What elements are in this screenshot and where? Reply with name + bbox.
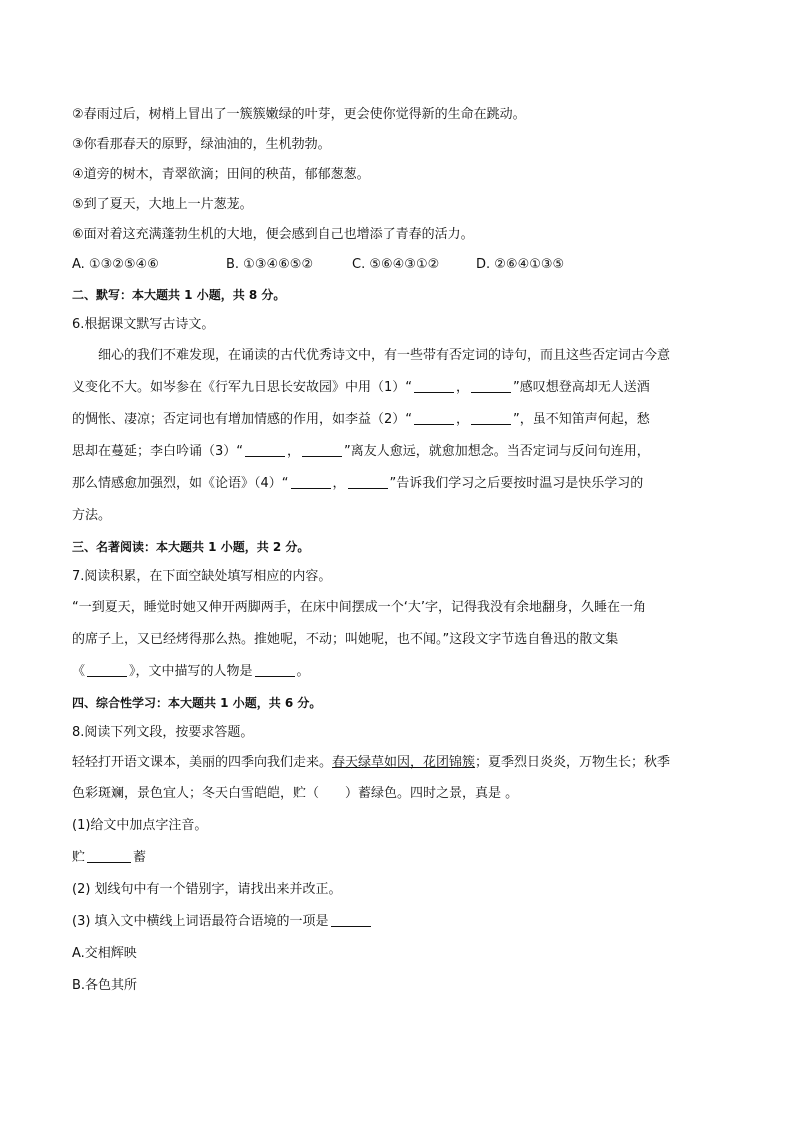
q8-title: 8.阅读下列文段，按要求答题。 (72, 725, 254, 740)
q6-blank-2b[interactable] (471, 410, 511, 425)
q6-paragraph-line-2 (72, 372, 720, 404)
q8-text: (3) 填入文中横线上词语最符合语境的一项是 (72, 914, 329, 929)
q8-sub-3 (72, 906, 720, 938)
sentence-3: ③你看那春天的原野，绿油油的，生机勃勃。 (72, 137, 331, 152)
q6-text: 思却在蔓延；李白吟诵（3）“ (72, 444, 244, 459)
q6-text: ”离友人愈远，就愈加想念。当否定词与反问句连用， (344, 444, 650, 459)
q6-blank-4b[interactable] (348, 474, 388, 489)
q6-paragraph-line-4 (72, 436, 720, 468)
q8-sub-2: (2) 划线句中有一个错别字，请找出来并改正。 (72, 882, 342, 897)
q6-blank-3a[interactable] (245, 442, 285, 457)
sentence-6: ⑥面对着这充满蓬勃生机的大地，便会感到自己也增添了青春的活力。 (72, 227, 474, 242)
q8-passage-line-1 (72, 748, 720, 778)
q8-text: 贮 (72, 850, 86, 865)
q8-sub-1: (1)给文中加点字注音。 (72, 818, 208, 833)
q5-options (72, 250, 720, 280)
q7-blank-collection[interactable] (87, 662, 127, 677)
section-4-heading: 四、综合性学习：本大题共 1 小题，共 6 分。 (72, 696, 322, 710)
q7-answer-line (72, 656, 720, 688)
q5-option-d: D. ②⑥④①③⑤ (476, 257, 565, 272)
q6-text: 的惆怅、凄凉；否定词也有增加情感的作用，如李益（2）“ (72, 412, 413, 427)
q7-text: 《 (72, 664, 86, 679)
q6-blank-1a[interactable] (414, 378, 454, 393)
q6-text: 那么情感愈加强烈，如《论语》（4）“ (72, 476, 289, 491)
q8-option-a: A.交相辉映 (72, 946, 137, 961)
q7-text: 。 (296, 664, 310, 679)
q5-option-b: B. ①③④⑥⑤② (226, 257, 314, 272)
q6-blank-1b[interactable] (471, 378, 511, 393)
section-3-heading: 三、名著阅读：本大题共 1 小题，共 2 分。 (72, 540, 310, 554)
q8-blank-pinyin[interactable] (87, 848, 131, 863)
sentence-4: ④道旁的树木，青翠欲滴；田间的秧苗，郁郁葱葱。 (72, 167, 370, 182)
q7-quote-line-1: “一到夏天，睡觉时她又伸开两脚两手，在床中间摆成一个‘大’字，记得我没有余地翻身，久睡在一角 (72, 600, 647, 615)
q6-blank-4a[interactable] (291, 474, 331, 489)
q6-text: ， (456, 412, 470, 427)
q6-blank-3b[interactable] (302, 442, 342, 457)
q8-option-b: B.各色其所 (72, 978, 138, 993)
q5-option-c: C. ⑤⑥④③①② (352, 257, 440, 272)
sentence-2: ②春雨过后，树梢上冒出了一簇簇嫩绿的叶芽，更会使你觉得新的生命在跳动。 (72, 107, 526, 122)
q6-title: 6.根据课文默写古诗文。 (72, 317, 215, 332)
document-content (72, 100, 720, 1002)
section-2-heading: 二、默写：本大题共 1 小题，共 8 分。 (72, 288, 286, 302)
q8-sub-1-answer (72, 842, 720, 874)
q8-text: 轻轻打开语文课本，美丽的四季向我们走来。 (72, 755, 333, 770)
q6-text: ”感叹想登高却无人送酒 (513, 380, 650, 395)
q6-paragraph-line-6: 方法。 (72, 508, 112, 523)
q6-text: ”告诉我们学习之后要按时温习是快乐学习的 (389, 476, 644, 491)
q8-text: ；夏季烈日炎炎，万物生长；秋季 (475, 755, 671, 770)
q6-paragraph-line-3 (72, 404, 720, 436)
q6-text: ”，虽不知笛声何起，愁 (513, 412, 650, 427)
q8-text: 蓄 (133, 850, 147, 865)
q6-paragraph-line-5 (72, 468, 720, 500)
q7-quote-line-2: 的席子上，又已经烤得那么热。推她呢，不动；叫她呢，也不闻。”这段文字节选自鲁迅的散文集 (72, 632, 619, 647)
q8-underlined-sentence: 春天绿草如因，花团锦簇 (332, 755, 476, 770)
q6-text: 义变化不大。如岑参在《行军九日思长安故园》中用（1）“ (72, 380, 413, 395)
q7-blank-character[interactable] (255, 662, 295, 677)
q6-text: ， (332, 476, 346, 491)
q6-blank-2a[interactable] (414, 410, 454, 425)
q7-title: 7.阅读积累，在下面空缺处填写相应的内容。 (72, 569, 332, 584)
q5-option-a: A. ①③②⑤④⑥ (72, 257, 159, 272)
q8-passage-line-2: 色彩斑斓，景色宜人；冬天白雪皑皑，贮（ ）蓄绿色。四时之景，真是 。 (72, 786, 519, 801)
q6-paragraph-line-1: 细心的我们不难发现，在诵读的古代优秀诗文中，有一些带有否定词的诗句，而且这些否定词古今意 (98, 348, 671, 363)
sentence-5: ⑤到了夏天，大地上一片葱茏。 (72, 197, 253, 212)
q8-blank-choice[interactable] (331, 912, 371, 927)
q7-text: 》，文中描写的人物是 (129, 664, 253, 679)
q6-text: ， (287, 444, 301, 459)
q6-text: ， (456, 380, 470, 395)
